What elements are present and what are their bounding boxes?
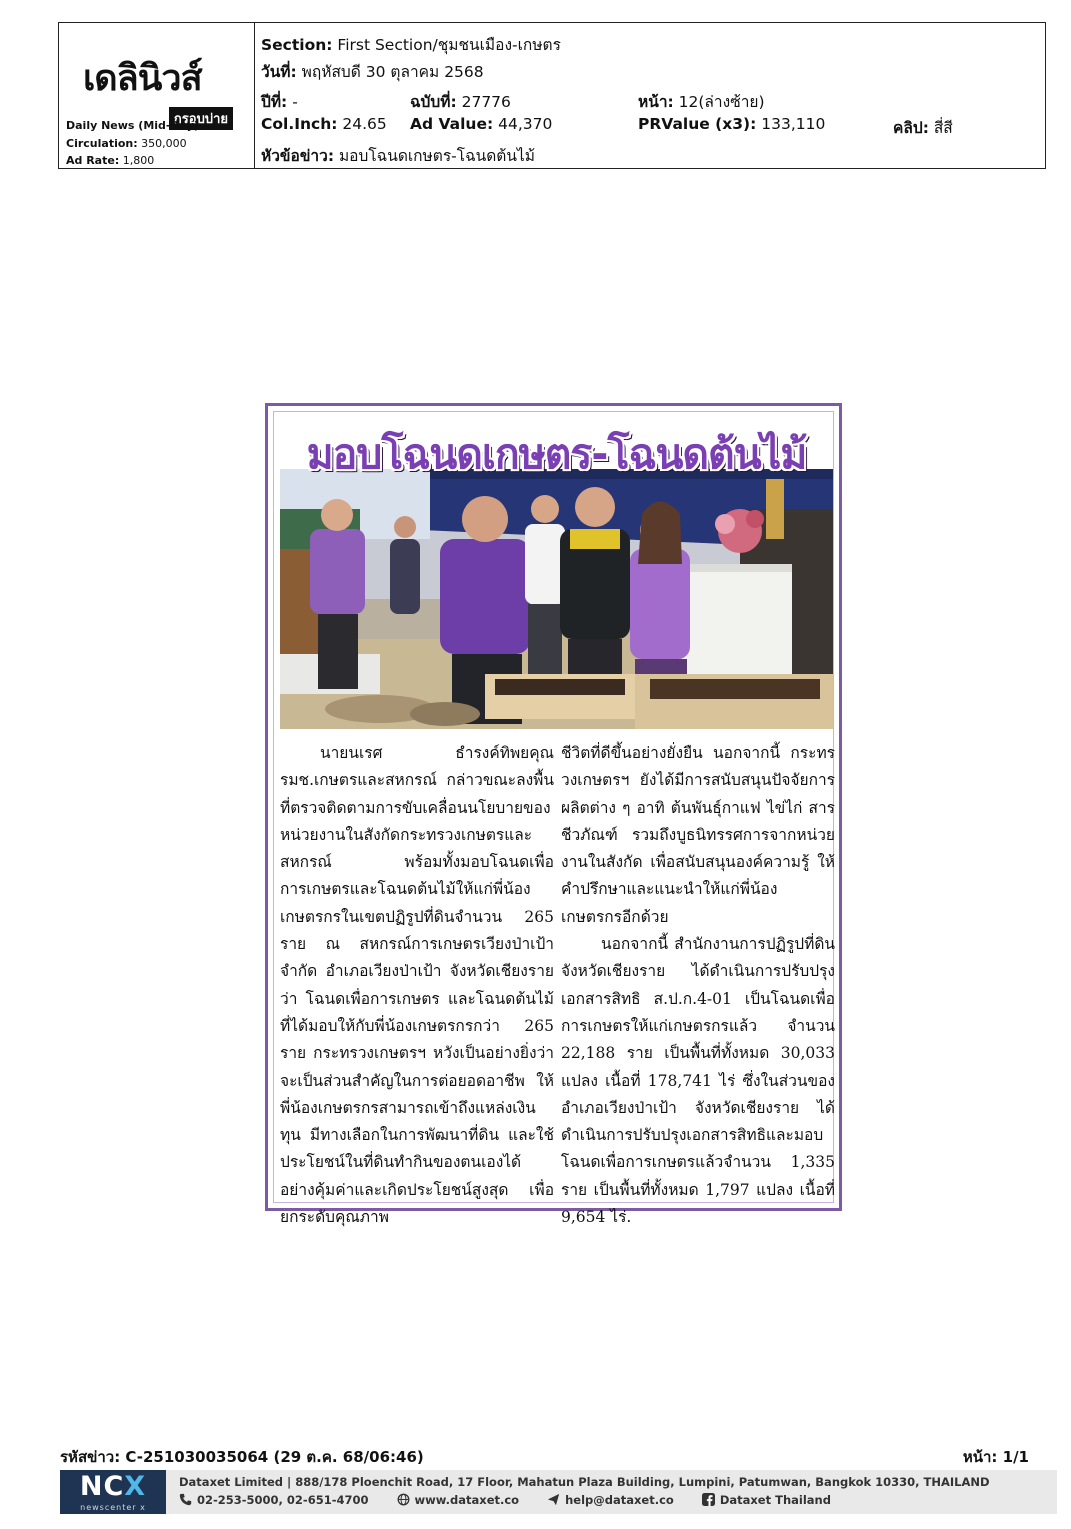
prvalue-row [638,115,825,133]
clip-label: คลิป: [893,119,929,137]
clip-row [893,115,953,140]
article-paragraph-3: นอกจากนี้ สำนักงานการปฏิรูปที่ดินจังหวัดเชียงราย ได้ดำเนินการปรับปรุงเอกสารสิทธิ ส.ป.ก.4-01 เป็นโฉนดเพื่อการเกษตรให้แก่เกษตรกรแล้ว จำนวน 22,188 ราย เป็นพื้นที่ทั้งหมด 30,033 แปลง เนื้อที่ 178,741 ไร่ ซึ่งในส่วนของอำเภอเวียงป่าเป้า จังหวัดเชียงราย ได้ดำเนินการปรับปรุงเอกสารสิทธิและมอบโฉนดเพื่อการเกษตรแล้วจำนวน 1,335 ราย เป็นพื้นที่ทั้งหมด 1,797 แปลง เนื้อที่ 9,654 ไร่. [561,935,835,1227]
issue-row [410,89,511,114]
ncx-logo-sub: newscenter x [80,1503,146,1512]
issue-value: 27776 [461,93,511,111]
contact-phone [179,1493,369,1507]
news-clipping [265,403,842,1227]
colinch-label: Col.Inch: [261,115,338,133]
section-value: First Section/ชุมชนเมือง-เกษตร [337,36,561,54]
adrate-label: Ad Rate: [66,154,120,167]
contact-email[interactable] [547,1493,674,1507]
logo-text: เดลินิวส์ [83,58,202,99]
advalue-row [410,115,552,133]
phone-text: 02-253-5000, 02-651-4700 [197,1493,369,1507]
publication-panel [59,23,255,168]
ncx-logo-x: X [124,1471,147,1502]
page-value: 12(ล่างซ้าย) [678,93,765,111]
headline-label: หัวข้อข่าว: [261,147,335,165]
circulation-label: Circulation: [66,136,138,150]
company-address: Dataxet Limited | 888/178 Ploenchit Road, 17 Floor, Mahatun Plaza Building, Lumpini, Patumwan, Bangkok 10330, THAILAND [179,1475,990,1489]
metadata-panel [255,23,1045,168]
contact-list [179,1493,855,1507]
colinch-row [261,115,387,133]
year-label: ปีที่: [261,93,288,111]
globe-icon [397,1493,410,1506]
prvalue-label: PRValue (x3): [638,115,757,133]
web-text[interactable]: www.dataxet.co [414,1493,520,1507]
email-text[interactable]: help@dataxet.co [565,1493,674,1507]
logo-edition: กรอบบ่าย [169,107,233,130]
section-row [261,32,561,57]
colinch-value: 24.65 [342,115,387,133]
ncx-logo-text: NC [79,1471,125,1502]
headline-row [261,143,535,168]
prvalue-value: 133,110 [761,115,826,133]
photo-illustration [280,469,833,729]
advalue-value: 44,370 [498,115,553,133]
year-value: - [292,93,298,111]
year-row [261,89,298,114]
page-label: หน้า: [638,93,674,111]
contact-web[interactable] [397,1493,520,1507]
publication-info [66,117,199,170]
clipping-inner-border [273,411,835,1227]
date-value: พฤหัสบดี 30 ตุลาคม 2568 [301,63,484,81]
phone-icon [179,1493,192,1506]
facebook-text[interactable]: Dataxet Thailand [719,1493,831,1507]
ncx-logo [60,1470,166,1514]
headline-value: มอบโฉนดเกษตร-โฉนดต้นไม้ [338,147,535,165]
footer-bar [60,1470,1057,1514]
date-label: วันที่: [261,63,297,81]
facebook-icon [702,1493,715,1506]
article-column-left [280,740,554,1227]
send-icon [547,1493,560,1506]
clipping-header [58,22,1046,169]
article-paragraph-1: นายนเรศ ธำรงค์ทิพยคุณ รมช.เกษตรและสหกรณ์ กล่าวขณะลงพื้นที่ตรวจติดตามการขับเคลื่อนนโยบายของหน่วยงานในสังกัดกระทรวงเกษตรและสหกรณ์ พร้อมทั้งมอบโฉนดเพื่อการเกษตรและโฉนดต้นไม้ให้แก่พี่น้องเกษตรกรในเขตปฏิรูปที่ดินจำนวน 265 ราย ณ สหกรณ์การเกษตรเวียงป่าเป้า จำกัด อำเภอเวียงป่าเป้า จังหวัดเชียงราย ว่า โฉนดเพื่อการเกษตร และโฉนดต้นไม้ที่ได้มอบให้กับพี่น้องเกษตรกรกว่า 265 ราย กระทรวงเกษตรฯ หวังเป็นอย่างยิ่งว่าจะเป็นส่วนสำคัญในการต่อยอดอาชีพ ให้พี่น้องเกษตรกรสามารถเข้าถึงแหล่งเงินทุน มีทางเลือกในการพัฒนาที่ดิน และใช้ประโยชน์ในที่ดินทำกินของตนเองได้อย่างคุ้มค่าและเกิดประโยชน์สูงสุด เพื่อยกระดับคุณภาพ [280,744,554,1227]
circulation-value: 350,000 [141,136,187,150]
advalue-label: Ad Value: [410,115,494,133]
contact-facebook[interactable] [702,1493,831,1507]
issue-label: ฉบับที่: [410,93,457,111]
date-row [261,59,484,84]
news-code: รหัสข่าว: C-251030035064 (29 ต.ค. 68/06:46) [60,1448,424,1466]
clip-value: สี่สี [933,119,953,137]
publication-name: Daily News (Mid-Day) [66,119,199,132]
article-paragraph-2: ชีวิตที่ดีขึ้นอย่างยั่งยืน นอกจากนี้ กระทรวงเกษตรฯ ยังได้มีการสนับสนุนปัจจัยการผลิตต่าง ๆ อาทิ ต้นพันธุ์กาแฟ ไข่ไก่ สารชีวภัณฑ์ รวมถึงบูธนิทรรศการจากหน่วยงานในสังกัด เพื่อสนับสนุนองค์ความรู้ ให้คำปรึกษาและแนะนำให้แก่พี่น้องเกษตรกรอีกด้วย [561,744,835,926]
page-row [638,89,765,114]
page-counter: หน้า: 1/1 [962,1448,1029,1466]
adrate-value: 1,800 [122,154,155,167]
news-photo [280,469,833,729]
article-column-right [561,740,835,1227]
article-headline: มอบโฉนดเกษตร-โฉนดต้นไม้ [306,430,807,478]
section-label: Section: [261,36,333,54]
